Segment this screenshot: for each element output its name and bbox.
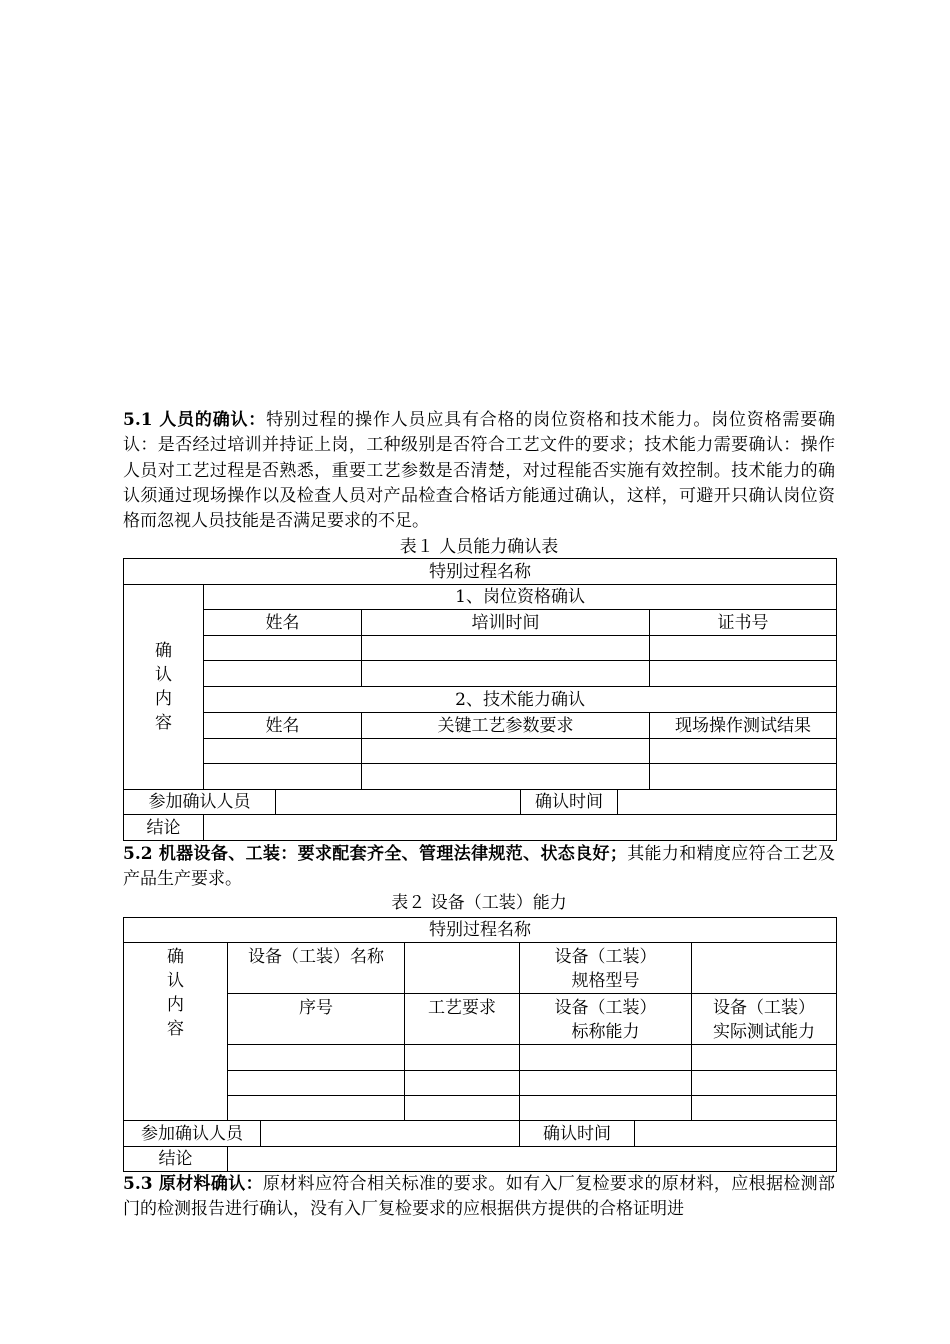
table-cell[interactable] [520,1096,692,1121]
col-certificate-no: 证书号 [650,610,837,636]
table-cell[interactable] [228,1071,405,1096]
table-cell[interactable] [362,764,650,790]
participants-label: 参加确认人员 [124,1121,261,1147]
equipment-name-label: 设备（工装）名称 [228,943,405,994]
confirm-time-value[interactable] [635,1121,837,1147]
col-actual-capability: 设备（工装） 实际测试能力 [692,994,837,1045]
skill-section-title: 2、技术能力确认 [204,687,837,713]
table-cell[interactable] [362,661,650,687]
confirm-content-label: 确 认 内 容 [124,585,204,790]
table-cell[interactable] [520,1071,692,1096]
col-process-requirement: 工艺要求 [405,994,520,1045]
table-cell[interactable] [692,1071,837,1096]
section-5-2-heading: 5.2 机器设备、工装：要求配套齐全、管理法律规范、状态良好； [123,844,627,864]
table-cell[interactable] [204,764,362,790]
table-cell[interactable] [228,1096,405,1121]
col-key-parameters: 关键工艺参数要求 [362,713,650,739]
table-cell[interactable] [650,636,837,661]
equipment-model-label: 设备（工装） 规格型号 [520,943,692,994]
table-cell[interactable] [362,636,650,661]
equipment-model-value[interactable] [692,943,837,994]
confirm-time-label: 确认时间 [520,1121,635,1147]
section-5-3-body: 原材料应符合相关标准的要求。如有入厂复检要求的原材料，应根据检测部门的检测报告进行确认，没有入厂复检要求的应根据供方提供的合格证明进 [123,1174,835,1220]
participants-value[interactable] [261,1121,520,1147]
confirm-time-value[interactable] [618,790,837,815]
table-cell[interactable] [405,1096,520,1121]
table-cell[interactable] [204,739,362,764]
equipment-capability-table [123,917,837,1172]
col-training-time: 培训时间 [362,610,650,636]
equipment-name-value[interactable] [405,943,520,994]
col-name: 姓名 [204,610,362,636]
table-cell[interactable] [362,739,650,764]
confirm-time-label: 确认时间 [521,790,618,815]
process-name-header: 特别过程名称 [124,559,837,585]
conclusion-label: 结论 [124,815,204,841]
section-5-1-heading: 5.1 人员的确认： [123,410,267,430]
conclusion-value[interactable] [228,1147,837,1172]
confirm-content-label: 确 认 内 容 [124,943,228,1121]
table-cell[interactable] [405,1071,520,1096]
section-5-2-body: 其能力和精度应符合工艺及产品生产要求。 [123,844,835,890]
table-cell[interactable] [650,739,837,764]
table-cell[interactable] [692,1045,837,1071]
section-5-1-body: 特别过程的操作人员应具有合格的岗位资格和技术能力。岗位资格需要确认：是否经过培训并持证上岗，工种级别是否符合工艺文件的要求；技术能力需要确认：操作人员对工艺过程是否熟悉，重要工艺参数是否清楚，对过程能否实施有效控制。技术能力的确认须通过现场操作以及检查人员对产品检查合格话方能通过确认，这样，可避开只确认岗位资格而忽视人员技能是否满足要求的不足。 [123,410,836,532]
personnel-confirmation-table [123,558,837,841]
section-5-2 [123,842,835,893]
section-5-3 [123,1172,835,1223]
participants-value[interactable] [276,790,521,815]
col-nominal-capability: 设备（工装） 标称能力 [520,994,692,1045]
section-5-3-heading: 5.3 原材料确认： [123,1174,263,1194]
conclusion-label: 结论 [124,1147,228,1172]
col-serial-no: 序号 [228,994,405,1045]
section-5-1 [123,408,835,534]
qualification-section-title: 1、岗位资格确认 [204,585,837,610]
table-1-caption: 表１ 人员能力确认表 [399,537,559,557]
table-cell[interactable] [692,1096,837,1121]
table-cell[interactable] [405,1045,520,1071]
table-cell[interactable] [204,636,362,661]
table-cell[interactable] [204,661,362,687]
table-cell[interactable] [520,1045,692,1071]
table-cell[interactable] [228,1045,405,1071]
conclusion-value[interactable] [204,815,837,841]
col-name: 姓名 [204,713,362,739]
process-name-header: 特别过程名称 [124,918,837,943]
table-cell[interactable] [650,661,837,687]
table-cell[interactable] [650,764,837,790]
table-2-caption: 表２ 设备（工装）能力 [391,893,567,913]
col-test-result: 现场操作测试结果 [650,713,837,739]
participants-label: 参加确认人员 [124,790,276,815]
